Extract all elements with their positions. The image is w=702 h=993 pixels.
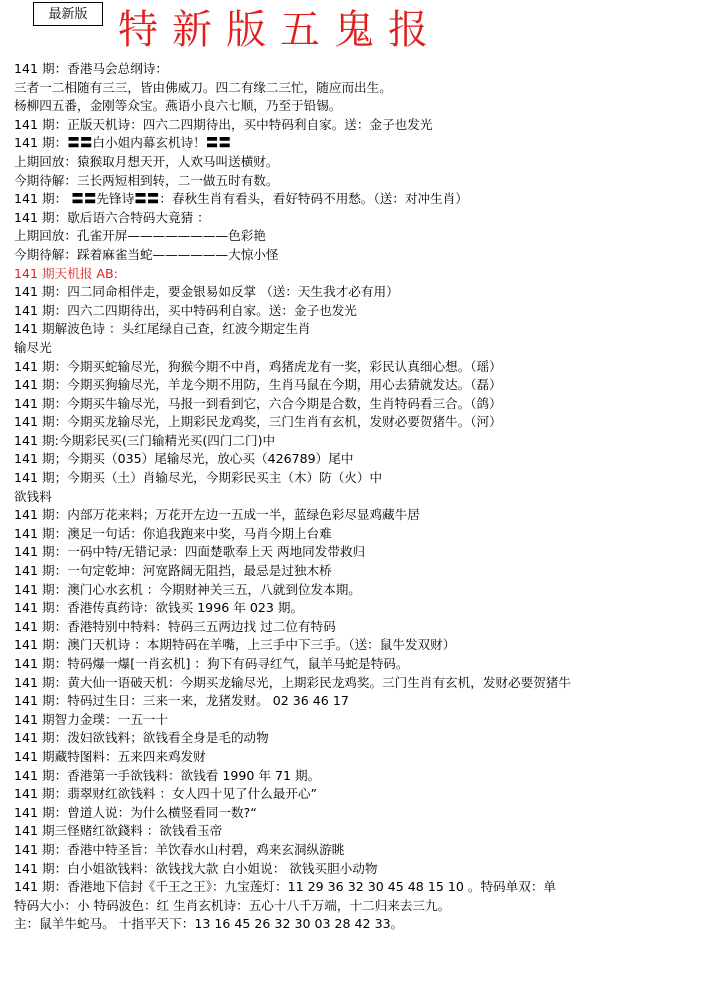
text-line: 141 期:今期彩民买(三门输精光买(四门二门)中 (14, 432, 276, 448)
text-line: 141 期：一码中特/无错记录：四面楚歌奉上天 两地同发带救归 (14, 544, 366, 560)
text-line: 141 期：白小姐欲钱料：欲钱找大款 白小姐说： 欲钱买胆小动物 (14, 860, 378, 876)
text-line: 141 期：香港马会总纲诗： (14, 61, 168, 76)
prediction-text-list (14, 60, 696, 934)
text-line: 主：鼠羊牛蛇马。 十指平天下：13 16 45 26 32 30 03 28 42 33。 (14, 916, 404, 932)
page-title: 特新版五鬼报 (118, 7, 442, 53)
text-line: 141 期：〓〓白小姐内幕玄机诗！〓〓 (14, 135, 231, 151)
text-line: 141 期：特码过生日：三来一来，龙猪发财。 02 36 46 17 (14, 693, 349, 709)
edition-badge: 最新版 (33, 2, 103, 26)
text-line: 141 期；今期买（035）尾输尽光，放心买（426789）尾中 (14, 451, 354, 467)
text-line: 141 期：一句定乾坤：河宽路阔无阻挡，最忌是过独木桥 (14, 563, 332, 579)
text-line: 141 期：内部万花来料；万花开左边一五成一半，蓝绿色彩尽显鸡藏牛居 (14, 507, 420, 523)
text-line: 141 期： 〓〓先锋诗〓〓：春秋生肖有看头，看好特码不用愁。（送：对冲生肖） (14, 191, 468, 207)
text-line: 141 期：澳门天机诗 ：本期特码在羊嘴，上三手中下三手。（送：鼠牛发双财） (14, 637, 456, 653)
text-line: 141 期：四六二四期待出，买中特码利自家。送：金子也发光 (14, 302, 357, 318)
text-line: 141 期：香港地下信封《千王之王》：九宝莲灯：11 29 36 32 30 45 48 15 10 。特码单双：单 (14, 879, 557, 895)
text-line: 141 期：香港传真药诗：欲钱买 1996 年 023 期。 (14, 600, 304, 616)
text-line: 特码大小：小 特码波色：红 生肖玄机诗：五心十八千万端，十二归来去三九。 (14, 897, 451, 913)
text-line: 三者一二相随有三三，皆由佛威刀。四二有缘二三忙，随应而出生。 (14, 79, 392, 95)
text-line: 141 期：正版天机诗：四六二四期待出，买中特码利自家。送：金子也发光 (14, 116, 433, 132)
text-line: 141 期：澳足一句话：你追我跑来中奖，马肖今期上台难 (14, 525, 332, 541)
text-line: 今期待解：三长两短相到转，二一做五时有数。 (14, 172, 279, 188)
text-line: 141 期：黄大仙一语破天机：今期买龙输尽光，上期彩民龙鸡奖。三门生肖有玄机，发财必要贺猪牛 (14, 674, 571, 690)
text-line: 141 期：今期买龙输尽光，上期彩民龙鸡奖，三门生肖有玄机，发财必要贺猪牛。（河） (14, 414, 502, 430)
text-line: 杨柳四五番，金刚等众宝。燕语小良六七顺，乃至于铅锡。 (14, 98, 342, 114)
text-line: 141 期：今期买蛇输尽光，狗猴今期不中肖，鸡猪虎龙有一奖，彩民认真细心想。（瑶） (14, 358, 502, 374)
text-line: 今期待解：踩着麻雀当蛇——————大惊小怪 (14, 246, 279, 262)
text-line: 上期回放：猿猴取月想天开，人欢马叫送横财。 (14, 153, 279, 169)
text-line: 141 期；今期买（土）肖输尽光，今期彩民买主（木）防（火）中 (14, 470, 383, 486)
text-line: 141 期智力金璞：一五一十 (14, 711, 168, 727)
text-line: 141 期三怪赌红欲錢料 ：欲钱看玉帝 (14, 823, 223, 839)
text-line: 141 期：曾道人说：为什么横竖看同一数?“ (14, 804, 257, 820)
text-line: 141 期：香港特别中特料：特码三五两边找 过二位有特码 (14, 618, 336, 634)
text-line: 141 期解波色诗 ：头红尾绿自己查，红波今期定生肖 (14, 321, 311, 337)
text-line: 输尽光 (14, 339, 52, 355)
text-line: 141 期：今期买狗输尽光，羊龙今期不用防，生肖马鼠在今期，用心去猜就发达。（磊） (14, 377, 502, 393)
text-line: 141 期：香港第一手欲钱料：欲钱看 1990 年 71 期。 (14, 767, 321, 783)
text-line: 141 期：翡翠财红欲钱料 ：女人四十见了什么最开心” (14, 786, 318, 802)
text-line: 141 期：泼妇欲钱料；欲钱看全身是毛的动物 (14, 730, 269, 746)
text-line: 141 期：歇后语六合特码大竟猜 ： (14, 209, 210, 225)
text-line: 欲钱料 (14, 488, 52, 504)
text-line: 141 期：四二同命相伴走，要金银易如反掌 （送：天生我才必有用） (14, 284, 399, 300)
text-line: 141 期藏特图料：五来四来鸡发财 (14, 748, 206, 764)
text-line: 141 期：今期买牛输尽光，马报一到看到它，六合今期是合数，生肖特码看三合。（鸽） (14, 395, 502, 411)
text-line: 141 期：特码爆一爆[一肖玄机] ：狗下有码寻红气，鼠羊马蛇是特码。 (14, 656, 409, 671)
text-line: 141 期：澳门心水玄机 ：今期财神关三五，八就到位发本期。 (14, 581, 361, 597)
text-line: 141 期天机报 AB: (14, 265, 118, 281)
text-line: 上期回放：孔雀开屏————————色彩艳 (14, 228, 266, 244)
text-line: 141 期：香港中特圣旨：羊饮春水山村碧，鸡来玄洞纵游眺 (14, 841, 345, 857)
